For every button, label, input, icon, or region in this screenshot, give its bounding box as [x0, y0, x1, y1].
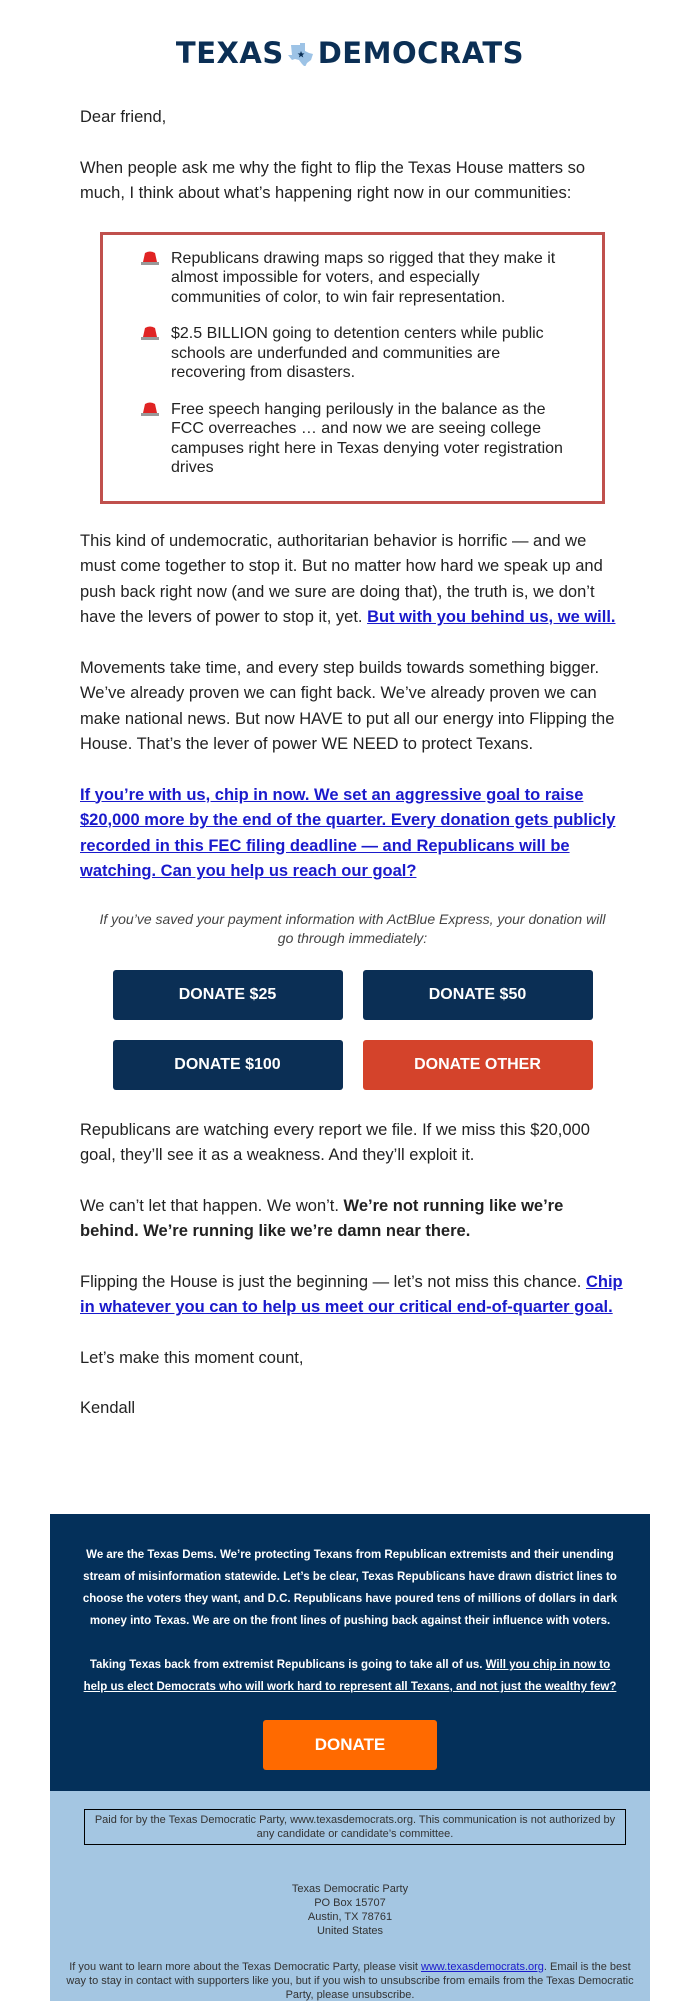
paragraph-movements: Movements take time, and every step builds towards something bigger. We’ve already proven we can fight back. We’ve already proven we can make national news. But now HAVE to put all our energy into Flipping the House. That’s the lever of power WE NEED to protect Texans.	[80, 658, 615, 753]
p7-bold: We’re not running like we’re behind. We’re running like we’re damn near there.	[80, 1196, 564, 1240]
email-body	[80, 105, 625, 1447]
behind-us-link[interactable]: But with you behind us, we will.	[367, 608, 616, 626]
donate-100-button[interactable]: DONATE $100	[113, 1040, 343, 1090]
about-text: We are the Texas Dems. We’re protecting Texans from Republican extremists and their unending stream of misinformation statewide. Let’s be clear, Texas Republicans have drawn district lines to choose the voters they want, and D.C. Republicans have poured tens of millions of dollars in dark money into Texas. We are on the front lines of pushing back against their influence with voters.	[82, 1549, 618, 1627]
address-line: United States	[316, 1925, 384, 1937]
siren-icon	[141, 326, 159, 340]
donate-other-button[interactable]: DONATE OTHER	[363, 1040, 593, 1090]
issue-text: $2.5 BILLION going to detention centers while public schools are underfunded and communities are recovering from disasters.	[171, 325, 544, 381]
closing: Let’s make this moment count,	[80, 1348, 304, 1367]
paid-for-disclaimer: Paid for by the Texas Democratic Party, www.texasdemocrats.org. This communication is not authorized by any candidate or candidate’s committee.	[84, 1809, 626, 1845]
issue-item	[141, 400, 572, 478]
address-line: Austin, TX 78761	[307, 1911, 393, 1923]
logo-text-left: TEXAS	[175, 36, 284, 70]
donate-25-button[interactable]: DONATE $25	[113, 970, 343, 1020]
mailing-address	[50, 1882, 650, 1938]
issues-box	[100, 232, 605, 504]
cta-link[interactable]: Will you chip in now to help us elect Democrats who will work hard to represent all Texans, and not just the wealthy few?	[83, 1659, 617, 1693]
paragraph-chip-in	[80, 783, 625, 885]
siren-icon	[141, 402, 159, 416]
paragraph-authoritarian	[80, 529, 625, 631]
cta-text	[78, 1654, 622, 1698]
issue-item	[141, 249, 572, 308]
paragraph-flipping	[80, 1270, 625, 1321]
donate-50-button[interactable]: DONATE $50	[363, 970, 593, 1020]
website-link[interactable]: www.texasdemocrats.org	[421, 1961, 544, 1973]
p3-text: This kind of undemocratic, authoritarian behavior is horrific — and we must come together to stop it. But no matter how hard we speak up and push back right now (and we sure are doing that), the truth is, we don’t have the levers of power to stop it, yet.	[80, 531, 603, 626]
chip-in-link[interactable]: If you’re with us, chip in now. We set an aggressive goal to raise $20,000 more by the end of the quarter. Every donation gets publicly recorded in this FEC filing deadline — and Republicans will be watching. Can you help us reach our goal?	[80, 785, 616, 880]
learn-text-b: . Email is the best way to stay in contact with supporters like you, but if you wish to unsubscribe from emails from the Texas Democratic Party, please unsubscribe.	[66, 1961, 634, 2001]
p8-text: Flipping the House is just the beginning — let’s not miss this chance.	[80, 1272, 586, 1291]
greeting: Dear friend,	[80, 108, 167, 126]
donate-buttons	[80, 970, 625, 1090]
intro-paragraph: When people ask me why the fight to flip the Texas House matters so much, I think about what’s happening right now in our communities:	[80, 158, 586, 202]
texas-star-icon	[288, 42, 314, 66]
p7-text: We can’t let that happen. We won’t.	[80, 1196, 344, 1215]
footer-about	[50, 1514, 650, 1791]
address-line: Texas Democratic Party	[291, 1883, 409, 1895]
footer-legal	[50, 1791, 650, 2001]
issue-item	[141, 324, 572, 383]
address-line: PO Box 15707	[314, 1897, 386, 1909]
chip-whatever-link[interactable]: Chip in whatever you can to help us meet our critical end-of-quarter goal.	[80, 1272, 623, 1316]
texas-democrats-logo	[0, 36, 700, 70]
learn-more-text	[50, 1960, 650, 2002]
cta-plain: Taking Texas back from extremist Republicans is going to take all of us.	[89, 1659, 486, 1671]
paragraph-watching: Republicans are watching every report we file. If we miss this $20,000 goal, they’ll see it as a weakness. And they’ll exploit it.	[80, 1120, 590, 1164]
issue-text: Free speech hanging perilously in the balance as the FCC overreaches … and now we are seeing college campuses right here in Texas denying voter registration drives	[171, 400, 563, 476]
learn-text-a: If you want to learn more about the Texas Democratic Party, please visit	[69, 1961, 422, 1973]
siren-icon	[141, 251, 159, 265]
signature: Kendall	[80, 1399, 136, 1417]
issue-text: Republicans drawing maps so rigged that they make it almost impossible for voters, and especially communities of color, to win fair representation.	[171, 249, 556, 306]
footer-donate-button[interactable]: DONATE	[263, 1720, 437, 1770]
paragraph-wont	[80, 1194, 625, 1245]
logo-text-right: DEMOCRATS	[317, 36, 525, 70]
actblue-note: If you’ve saved your payment information with ActBlue Express, your donation will go through immediately:	[99, 910, 606, 946]
